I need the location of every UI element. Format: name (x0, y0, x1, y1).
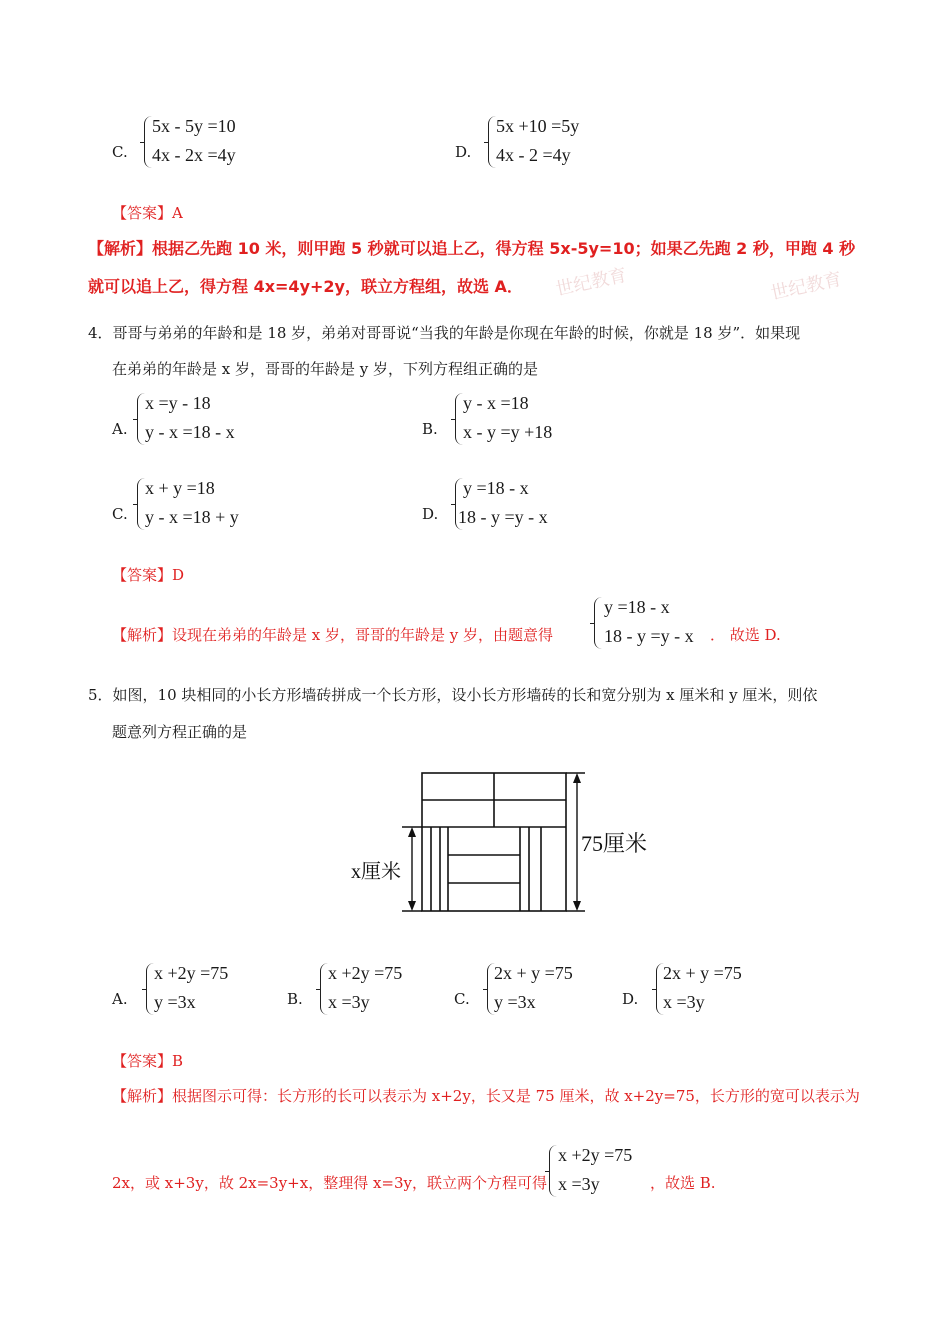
equation: y - x =18 - x (145, 422, 235, 442)
q5-answer: 【答案】B (112, 1052, 184, 1070)
watermark: 世纪教育 (553, 264, 629, 301)
analysis-text: 【解析】设现在弟弟的年龄是 x 岁，哥哥的年龄是 y 岁，由题意得 (112, 626, 554, 644)
q4-stem-line1: 4．哥哥与弟弟的年龄和是 18 岁，弟弟对哥哥说“当我的年龄是你现在年龄的时候，你就是 18 岁”．如果现 (88, 324, 801, 342)
q5-stem-line1: 5．如图，10 块相同的小长方形墙砖拼成一个长方形，设小长方形墙砖的长和宽分别为 x 厘米和 y 厘米，则依 (88, 686, 818, 704)
equation: 5x - 5y =10 (152, 116, 236, 136)
equation: y - x =18 (463, 393, 529, 413)
equation: 5x +10 =5y (496, 116, 580, 136)
q4-answer: 【答案】D (112, 566, 185, 584)
arrow-up-icon (408, 827, 416, 837)
equation: y =3x (494, 992, 536, 1012)
brick-figure (345, 765, 675, 935)
brace-icon (594, 597, 603, 649)
equation: x - y =y +18 (463, 422, 553, 442)
option-label: D. (622, 990, 639, 1008)
option-label: D. (455, 143, 472, 161)
equation: 18 - y =y - x (458, 507, 548, 527)
q3-analysis-line2: 就可以追上乙，得方程 4x=4y+2y，联立方程组，故选 A． (88, 277, 523, 296)
brace-icon (549, 1145, 558, 1197)
option-label: C. (112, 505, 128, 523)
q5-stem-line2: 题意列方程正确的是 (112, 723, 248, 741)
analysis-text: 2x，或 x+3y，故 2x=3y+x，整理得 x=3y，联立两个方程可得 (112, 1174, 548, 1192)
equation: x =3y (663, 992, 705, 1012)
option-label: A. (112, 990, 128, 1008)
equation: y =18 - x (604, 597, 670, 617)
q3-answer: 【答案】A (112, 204, 183, 222)
q3-analysis-line1: 【解析】根据乙先跑 10 米，则甲跑 5 秒就可以追上乙，得方程 5x-5y=10；如果乙先跑 2 秒，甲跑 4 秒 (88, 239, 856, 258)
equation: 18 - y =y - x (604, 626, 694, 646)
equation: x =y - 18 (145, 393, 211, 413)
fig-label-x: x厘米 (351, 861, 401, 883)
equation: x +2y =75 (154, 963, 229, 983)
arrow-down-icon (573, 901, 581, 911)
equation: 4x - 2x =4y (152, 145, 236, 165)
equation: y =3x (154, 992, 196, 1012)
equation: 2x + y =75 (663, 963, 742, 983)
option-label: B. (422, 420, 438, 438)
arrow-up-icon (573, 773, 581, 783)
equation: x + y =18 (145, 478, 215, 498)
equation: y =18 - x (463, 478, 529, 498)
option-label: A. (112, 420, 128, 438)
equation: y - x =18 + y (145, 507, 239, 527)
option-label: C. (454, 990, 470, 1008)
arrow-down-icon (408, 901, 416, 911)
option-label: C. (112, 143, 128, 161)
q4-stem-line2: 在弟弟的年龄是 x 岁，哥哥的年龄是 y 岁，下列方程组正确的是 (112, 360, 539, 378)
analysis-text: ，故选 B. (650, 1174, 716, 1192)
option-label: B. (287, 990, 303, 1008)
equation: x =3y (328, 992, 370, 1012)
fig-label-75: 75厘米 (581, 831, 648, 856)
equation: x +2y =75 (328, 963, 403, 983)
analysis-text: ． 故选 D. (710, 626, 781, 644)
equation: x =3y (558, 1174, 600, 1194)
equation: x +2y =75 (558, 1145, 633, 1165)
equation: 2x + y =75 (494, 963, 573, 983)
q5-analysis-line1: 【解析】根据图示可得：长方形的长可以表示为 x+2y，长又是 75 厘米，故 x+2y=75，长方形的宽可以表示为 (112, 1087, 860, 1105)
option-label: D. (422, 505, 439, 523)
equation: 4x - 2 =4y (496, 145, 571, 165)
watermark: 世纪教育 (768, 268, 844, 305)
